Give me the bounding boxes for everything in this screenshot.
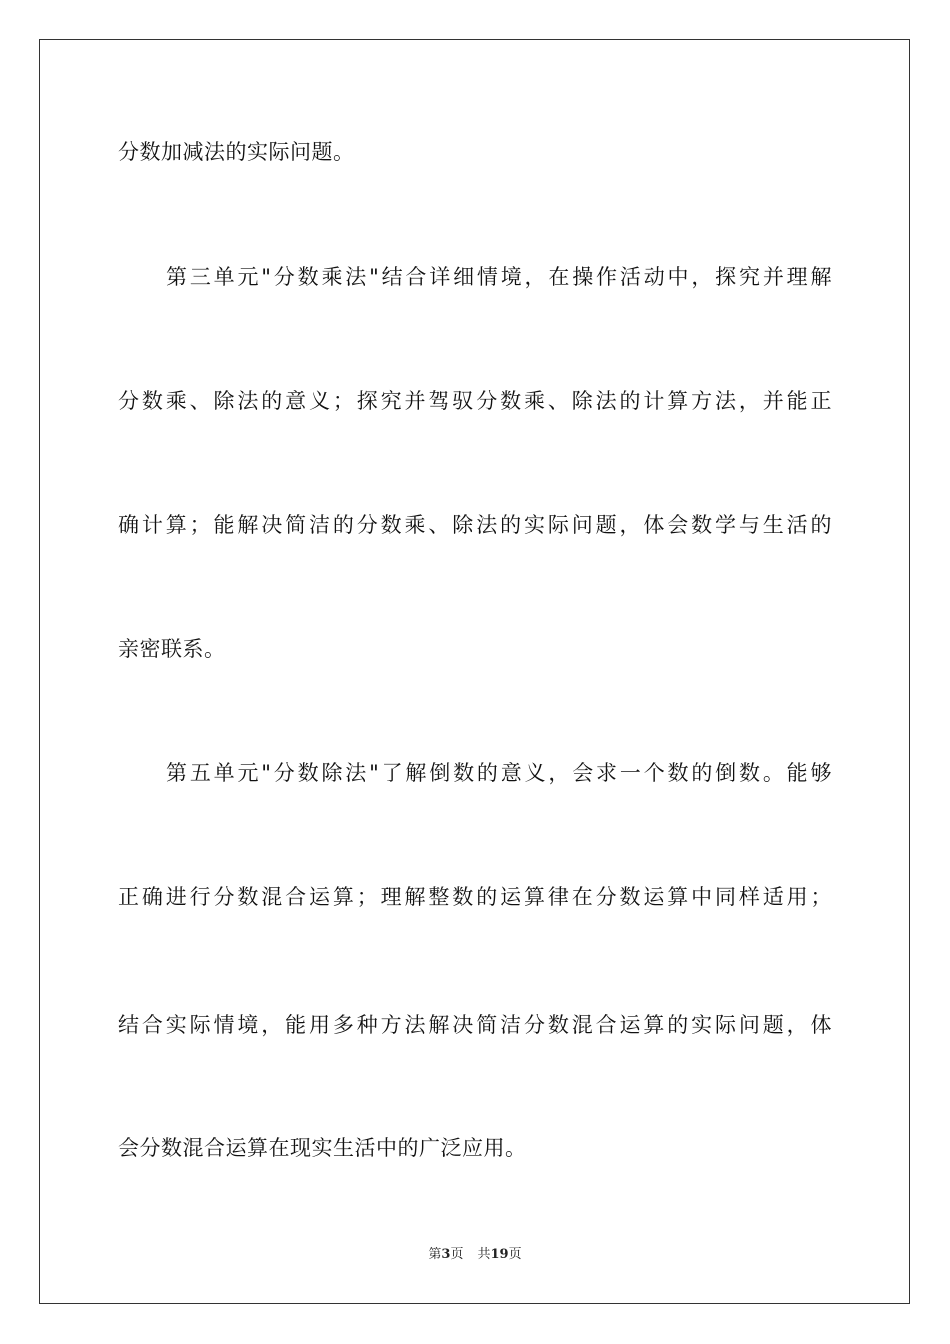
total-label-prefix: 共 bbox=[477, 1247, 491, 1262]
text-line: 第三单元"分数乘法"结合详细情境，在操作活动中，探究并理解 bbox=[166, 265, 832, 289]
page-label-prefix: 第 bbox=[428, 1247, 442, 1262]
text-line: 亲密联系。 bbox=[118, 637, 226, 661]
total-label-suffix: 页 bbox=[508, 1247, 522, 1262]
text-line: 结合实际情境，能用多种方法解决简洁分数混合运算的实际问题，体 bbox=[118, 1013, 832, 1037]
text-line: 第五单元"分数除法"了解倒数的意义，会求一个数的倒数。能够 bbox=[166, 761, 832, 785]
page-footer bbox=[0, 1246, 950, 1264]
text-line: 分数加减法的实际问题。 bbox=[118, 140, 355, 164]
text-line: 分数乘、除法的意义；探究并驾驭分数乘、除法的计算方法，并能正 bbox=[118, 389, 832, 413]
page-frame bbox=[39, 39, 910, 1304]
text-line: 确计算；能解决简洁的分数乘、除法的实际问题，体会数学与生活的 bbox=[118, 513, 832, 537]
total-pages: 19 bbox=[490, 1247, 509, 1262]
page-number: 3 bbox=[441, 1247, 451, 1262]
text-line: 正确进行分数混合运算；理解整数的运算律在分数运算中同样适用； bbox=[118, 885, 832, 909]
page-label-suffix: 页 bbox=[450, 1247, 464, 1262]
text-line: 会分数混合运算在现实生活中的广泛应用。 bbox=[118, 1136, 527, 1160]
